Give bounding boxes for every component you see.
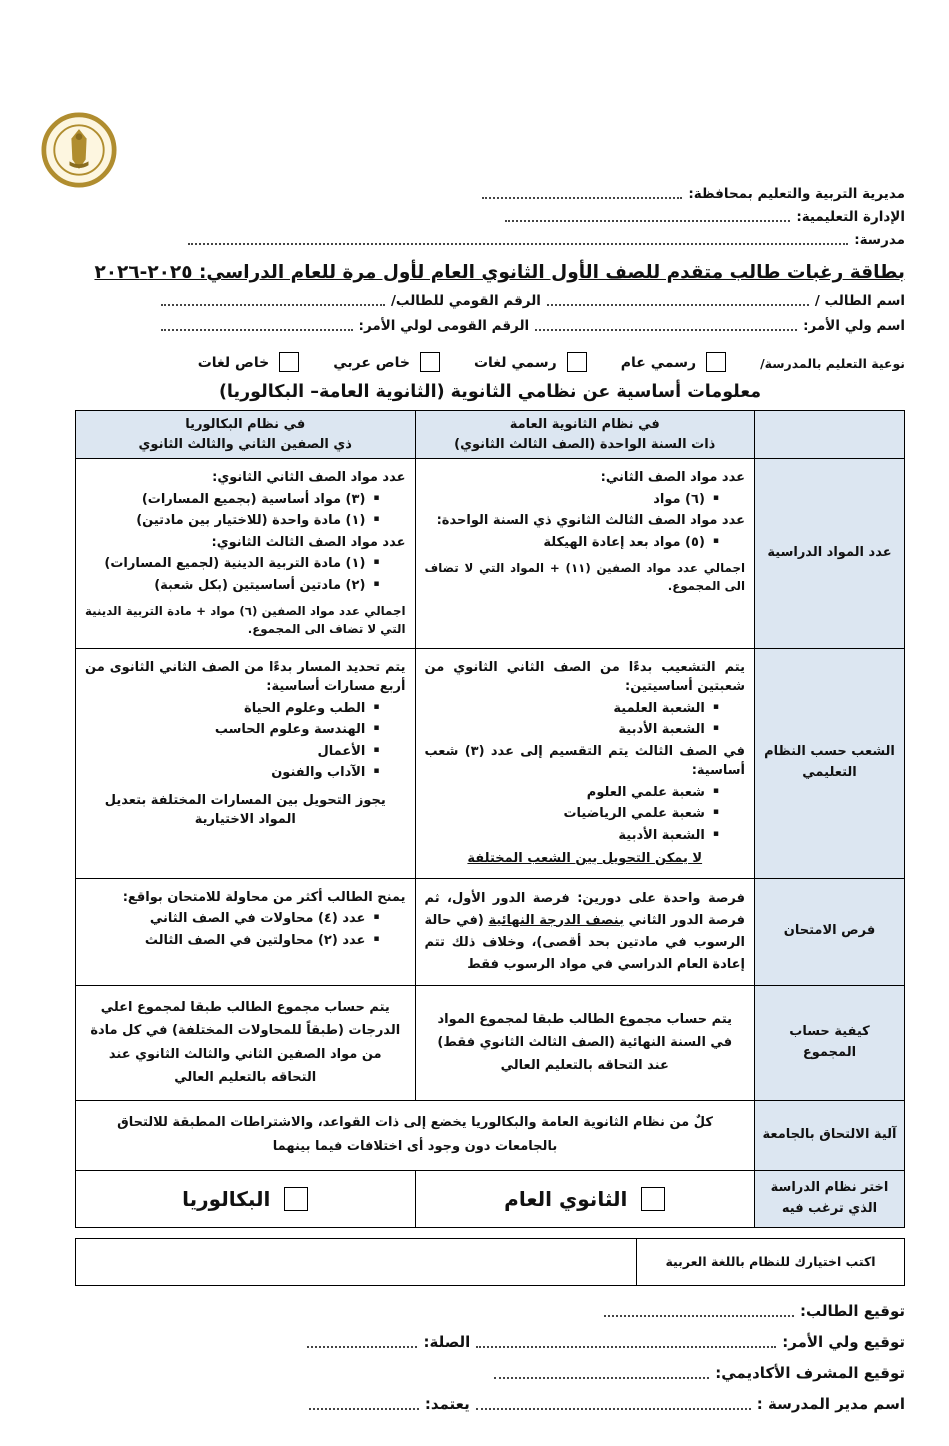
bullet-icon: ▪ — [373, 492, 380, 503]
guardian-national-id-field[interactable] — [161, 325, 353, 331]
cell-line: يتم التشعيب بدءًا من الصف الثاني الثانوي من شعبتين أساسيتين: — [424, 659, 745, 695]
section-heading: معلومات أساسية عن نظامي الثانوية (الثانوية العامة– البكالوريا) — [218, 382, 762, 402]
cell-line: ▪ (١) مادة واحدة (للاختيار بين مادتين) — [136, 513, 380, 528]
cell-line: ▪ (٦) مواد — [653, 491, 719, 507]
private-languages-checkbox[interactable] — [279, 352, 299, 372]
branches-row — [76, 648, 905, 878]
exam-chances-row — [76, 878, 905, 985]
bacc-system-header-line1: في نظام البكالوريا — [185, 417, 306, 432]
cell-line: ▪ الآداب والفنون — [271, 765, 380, 781]
exam-bacc-cell — [76, 878, 416, 985]
bullet-icon: ▪ — [712, 807, 719, 818]
bullet-icon: ▪ — [373, 723, 380, 734]
student-national-id-field[interactable] — [161, 300, 385, 306]
subjects-general-cell — [415, 459, 755, 649]
school-type-label: نوعية التعليم بالمدرسة/ — [760, 355, 905, 371]
cell-line: يتم تحديد المسار بدءًا من الصف الثاني الثانوى من أربع مسارات أساسية: — [85, 659, 406, 695]
bullet-icon: ▪ — [712, 492, 719, 503]
page-title: بطاقة رغبات طالب متقدم للصف الأول الثانوي العام لأول مرة للعام الدراسي: ٢٠٢٥-٢٠٢٦ — [94, 262, 905, 283]
bullet-icon: ▪ — [373, 766, 380, 777]
row-label-branches: الشعب حسب النظام التعليمي — [755, 648, 905, 878]
bacc-system-header — [76, 411, 416, 459]
option-official-general — [621, 354, 726, 372]
subjects-bacc-cell — [76, 459, 416, 649]
cell-line: لا يمكن التحويل بين الشعب المختلفة — [467, 851, 703, 867]
official-general-checkbox[interactable] — [706, 352, 726, 372]
branches-bacc-cell — [76, 648, 416, 878]
student-signature-label: توقيع الطالب: — [800, 1301, 905, 1320]
exam-general-cell — [415, 878, 755, 985]
guardian-signature-line — [75, 1333, 905, 1351]
private-arabic-checkbox[interactable] — [420, 352, 440, 372]
cell-line: اجمالي عدد مواد الصفين (٦) مواد + مادة التربية الدينية التي لا تضاف الى المجموع. — [85, 604, 406, 637]
cell-line: عدد مواد الصف الثاني الثانوي: — [212, 470, 406, 485]
cell-line: ▪ الطب وعلوم الحياة — [244, 700, 380, 716]
relation-field[interactable] — [307, 1342, 417, 1348]
write-choice-box — [75, 1238, 905, 1286]
private-languages-label: خاص لغات — [197, 355, 270, 371]
guardian-national-id-label: الرقم القومى لولي الأمر: — [358, 318, 530, 334]
choice-general-label: الثانوي العام — [504, 1186, 628, 1211]
row-label-exam-chances: فرص الامتحان — [755, 878, 905, 985]
school-field[interactable] — [188, 239, 848, 245]
bullet-icon: ▪ — [712, 828, 719, 839]
student-name-line — [75, 293, 905, 309]
cell-line: ▪ الأعمال — [317, 743, 380, 759]
principal-name-line — [75, 1395, 905, 1413]
supervisor-signature-label: توقيع المشرف الأكاديمي: — [715, 1363, 905, 1382]
principal-name-field[interactable] — [476, 1404, 751, 1410]
relation-label: الصلة: — [423, 1332, 471, 1351]
choice-bacc-cell — [76, 1170, 416, 1227]
education-admin-label: الإدارة التعليمية: — [796, 209, 905, 225]
guardian-signature-field[interactable] — [476, 1342, 776, 1348]
cell-line: ▪ الهندسة وعلوم الحاسب — [214, 722, 380, 738]
general-system-header-line1: في نظام الثانوية العامة — [509, 417, 660, 432]
approve-label: يعتمد: — [424, 1394, 470, 1413]
bullet-icon: ▪ — [373, 557, 380, 567]
option-private-arabic — [333, 354, 440, 372]
approve-field[interactable] — [309, 1404, 419, 1410]
education-admin-line — [75, 209, 905, 225]
bullet-icon: ▪ — [712, 701, 719, 712]
cell-line: ▪ الشعبة العلمية — [613, 700, 719, 716]
cell-line: ▪ (١) مادة التربية الدينية (لجميع المسارات) — [104, 556, 380, 571]
cell-line: يمنح الطالب أكثر من محاولة للامتحان بواقع: — [122, 889, 406, 905]
cell-line: ▪ الشعبة الأدبية — [618, 722, 719, 738]
student-national-id-label: الرقم القومي للطالب/ — [390, 293, 541, 309]
write-choice-field[interactable] — [76, 1239, 636, 1285]
official-languages-label: رسمي لغات — [473, 355, 557, 371]
general-secondary-checkbox[interactable] — [641, 1187, 665, 1211]
official-languages-checkbox[interactable] — [567, 352, 587, 372]
private-arabic-label: خاص عربي — [333, 355, 410, 371]
guardian-name-line — [75, 318, 905, 334]
student-info-block — [75, 293, 905, 334]
supervisor-signature-field[interactable] — [494, 1373, 709, 1379]
choice-bacc-label: البكالوريا — [182, 1186, 271, 1211]
row-label-choose: اختر نظام الدراسة الذي ترغب فيه — [755, 1170, 905, 1227]
choose-system-row — [76, 1170, 905, 1227]
cell-line: يجوز التحويل بين المسارات المختلفة بتعديل المواد الاختيارية — [104, 792, 386, 828]
bullet-icon: ▪ — [373, 744, 380, 755]
general-system-header — [415, 411, 755, 459]
student-name-label: اسم الطالب / — [814, 293, 905, 309]
branches-general-cell — [415, 648, 755, 878]
choice-general-cell — [415, 1170, 755, 1227]
education-admin-field[interactable] — [505, 216, 790, 222]
total-calc-row — [76, 985, 905, 1100]
administrative-header — [75, 186, 905, 248]
guardian-signature-label: توقيع ولي الأمر: — [782, 1332, 905, 1351]
row-label-subjects: عدد المواد الدراسية — [755, 459, 905, 649]
directorate-line — [75, 186, 905, 202]
signatures-block — [75, 1302, 905, 1446]
directorate-label: مديرية التربية والتعليم بمحافظة: — [688, 186, 905, 202]
table-corner-cell — [755, 411, 905, 459]
cell-line: اجمالي عدد مواد الصفين (١١) + المواد التي لا تضاف الى المجموع. — [424, 561, 745, 594]
cell-line: ▪ شعبة علمي الرياضيات — [563, 806, 719, 822]
cell-line: عدد مواد الصف الثاني: — [600, 470, 745, 485]
baccalaureate-checkbox[interactable] — [284, 1187, 308, 1211]
bullet-icon: ▪ — [712, 723, 719, 734]
student-signature-line — [75, 1302, 905, 1320]
bullet-icon: ▪ — [712, 785, 719, 796]
school-label: مدرسة: — [854, 232, 905, 248]
guardian-name-label: اسم ولي الأمر: — [803, 318, 905, 334]
cell-line: ▪ (٣) مواد أساسية (بجميع المسارات) — [141, 491, 380, 507]
cell-line: ▪ شعبة علمي العلوم — [586, 784, 719, 800]
principal-name-label: اسم مدير المدرسة : — [756, 1394, 905, 1413]
cell-line: ▪ عدد (٤) محاولات في الصف الثاني — [149, 911, 380, 927]
table-header-row — [76, 411, 905, 459]
bullet-icon: ▪ — [373, 912, 380, 923]
school-type-row — [75, 354, 905, 372]
subjects-row — [76, 459, 905, 649]
guardian-name-field[interactable] — [535, 325, 797, 331]
cell-line: ▪ (٢) مادتين أساسيتين (بكل شعبة) — [154, 577, 380, 593]
bullet-icon: ▪ — [373, 933, 380, 944]
option-private-languages — [198, 354, 300, 372]
cell-line: فرصة واحدة على دورين: فرصة الدور الأول، ثم فرصة الدور الثاني بنصف الدرجة النهائية (في حالة الرسوب في مادتين بحد أقصى)، وخلاف ذلك تتم إعادة العام الدراسي في مواد الرسوب فقط — [424, 890, 745, 972]
bullet-icon: ▪ — [373, 701, 380, 712]
cell-line: ▪ الشعبة الأدبية — [618, 827, 719, 843]
cell-line: في الصف الثالث يتم التقسيم إلى عدد (٣) شعب أساسية: — [424, 743, 746, 779]
cell-line: عدد مواد الصف الثالث الثانوي: — [211, 534, 406, 550]
bacc-system-header-line2: ذي الصفين الثاني والثالث الثانوي — [138, 436, 352, 452]
row-label-university: آلية الالتحاق بالجامعة — [755, 1100, 905, 1170]
total-general-cell: يتم حساب مجموع الطالب طبقا لمجموع المواد في السنة النهائية (الصف الثالث الثانوي فقط) عند التحاقه بالتعليم العالي — [415, 985, 755, 1100]
official-general-label: رسمي عام — [620, 355, 697, 371]
cell-line: عدد مواد الصف الثالث الثانوي ذي السنة الواحدة: — [436, 513, 745, 528]
row-label-total-calc: كيفية حساب المجموع — [755, 985, 905, 1100]
university-row — [76, 1100, 905, 1170]
bullet-icon: ▪ — [373, 578, 380, 589]
option-official-languages — [474, 354, 587, 372]
cell-line: ▪ عدد (٢) محاولتين في الصف الثالث — [144, 932, 380, 948]
total-bacc-cell: يتم حساب مجموع الطالب طبقا لمجموع اعلي الدرجات (طبقاً للمحاولات المختلفة) في كل مادة من مواد الصفين الثاني والثالث الثانوي عند التحاقه بالتعليم العالي — [76, 985, 416, 1100]
student-name-field[interactable] — [547, 300, 809, 306]
student-signature-field[interactable] — [604, 1311, 794, 1317]
ministry-of-education-logo-icon — [41, 112, 117, 188]
directorate-field[interactable] — [482, 193, 682, 199]
bullet-icon: ▪ — [373, 514, 380, 524]
cell-line: ▪ (٥) مواد بعد إعادة الهيكلة — [543, 534, 719, 550]
school-line — [75, 232, 905, 248]
write-choice-label: اكتب اختيارك للنظام باللغة العربية — [636, 1239, 904, 1285]
university-merged-cell: كلٌ من نظام الثانوية العامة والبكالوريا يخضع إلى ذات القواعد، والاشتراطات المطبقة للالتحاق بالجامعات دون وجود أى اختلافات فيما بينهما — [76, 1100, 755, 1170]
systems-comparison-table — [75, 410, 905, 1228]
bullet-icon: ▪ — [712, 535, 719, 546]
general-system-header-line2: ذات السنة الواحدة (الصف الثالث الثانوي) — [454, 436, 716, 452]
supervisor-signature-line — [75, 1364, 905, 1382]
